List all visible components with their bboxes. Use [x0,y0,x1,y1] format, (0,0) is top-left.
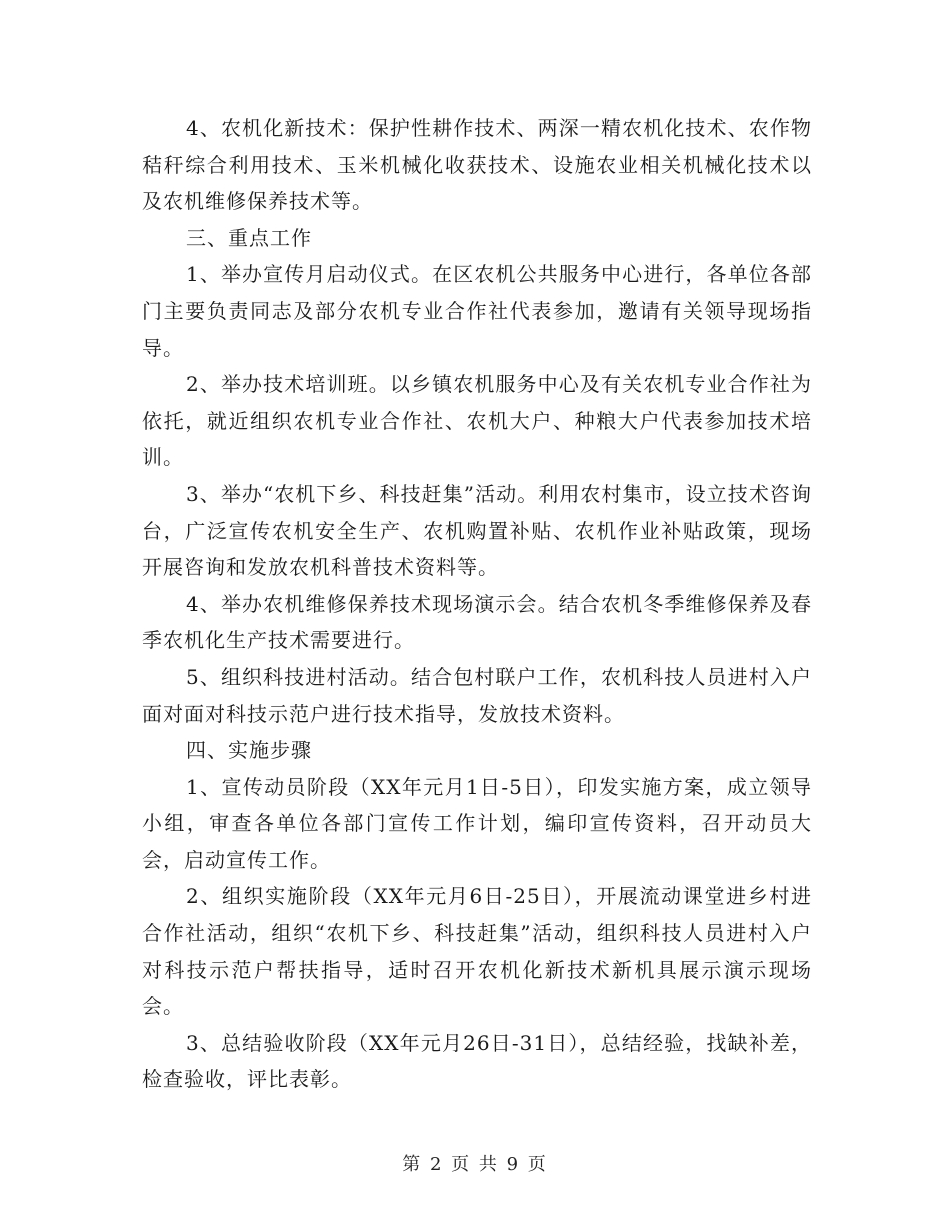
page-number-footer: 第 2 页 共 9 页 [402,1154,548,1175]
section-heading-key-work: 三、重点工作 [186,225,312,250]
paragraph-training-class: 2、举办技术培训班。以乡镇农机服务中心及有关农机专业合作社为依托，就近组织农机专业合作社、农机大户、种粮大户代表参加技术培训。 [142,372,812,470]
section-heading-implementation-steps: 四、实施步骤 [186,738,312,763]
paragraph-mobilization-stage: 1、宣传动员阶段（XX年元月1日-5日），印发实施方案，成立领导小组，审查各单位各部门宣传工作计划，编印宣传资料，召开动员大会，启动宣传工作。 [142,774,812,872]
paragraph-rural-market-activity: 3、举办“农机下乡、科技赶集”活动。利用农村集市，设立技术咨询台，广泛宣传农机安全生产、农机购置补贴、农机作业补贴政策，现场开展咨询和发放农机科普技术资料等。 [142,481,812,580]
paragraph-launch-ceremony: 1、举办宣传月启动仪式。在区农机公共服务中心进行，各单位各部门主要负责同志及部分农机专业合作社代表参加，邀请有关领导现场指导。 [142,262,812,360]
paragraph-summary-stage: 3、总结验收阶段（XX年元月26日-31日），总结经验，找缺补差，检查验收，评比表彰。 [142,1030,812,1092]
document-body [142,110,812,1098]
paragraph-mechanization-tech: 4、农机化新技术：保护性耕作技术、两深一精农机化技术、农作物秸秆综合利用技术、玉米机械化收获技术、设施农业相关机械化技术以及农机维修保养技术等。 [142,116,812,214]
paragraph-village-activity: 5、组织科技进村活动。结合包村联户工作，农机科技人员进村入户面对面对科技示范户进行技术指导，发放技术资料。 [142,664,812,726]
paragraph-implementation-stage: 2、组织实施阶段（XX年元月6日-25日），开展流动课堂进乡村进合作社活动，组织“农机下乡、科技赶集”活动，组织科技人员进村入户对科技示范户帮扶指导，适时召开农机化新技术新机具展示演示现场会。 [142,884,812,1019]
paragraph-maintenance-demo: 4、举办农机维修保养技术现场演示会。结合农机冬季维修保养及春季农机化生产技术需要进行。 [142,591,812,653]
